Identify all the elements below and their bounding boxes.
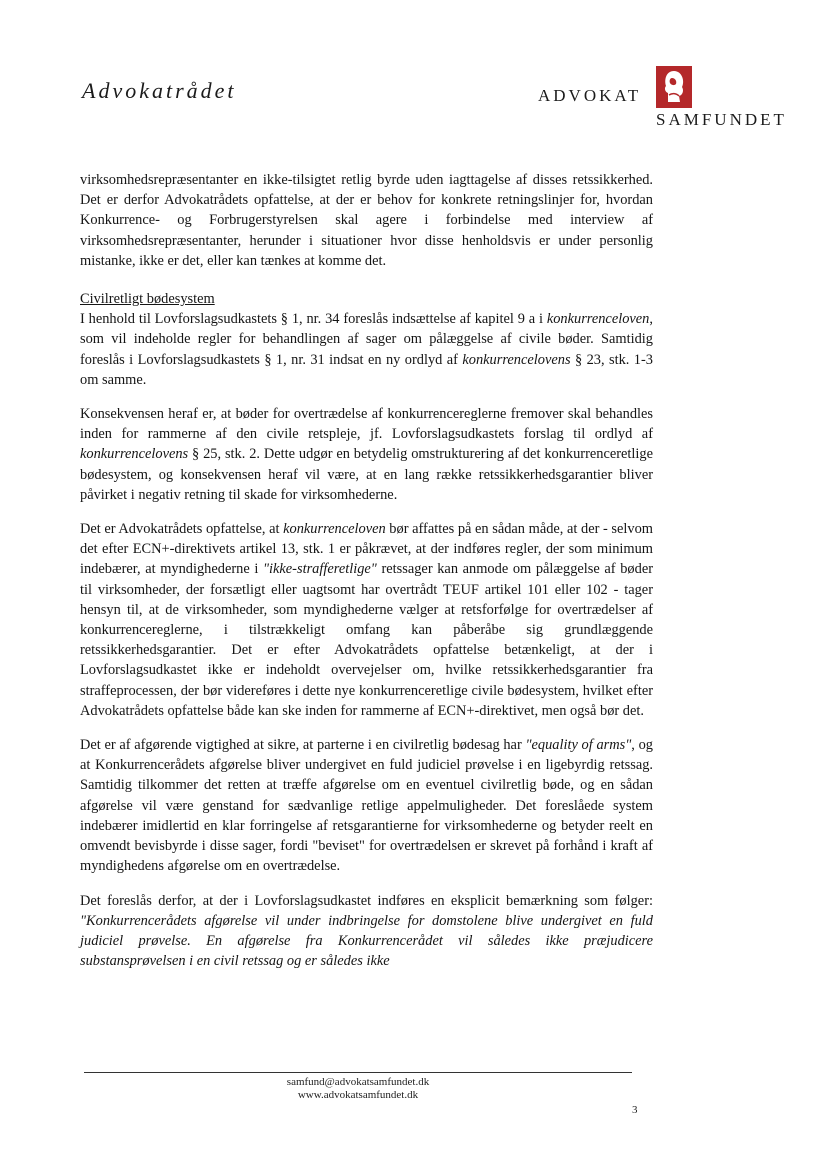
paragraph-consequence: Konsekvensen heraf er, at bøder for overtrædelse af konkurrencereglerne fremover skal behandles inden for rammerne af den civile retspleje, jf. Lovforslagsudkastets forslag til ordlyd af konkurrencelovens § 25, stk. 2. Dette udgør en betydelig omstrukturering af det konkurrenceretlige bødesystem, og konsekvensen heraf vil være, at en lang række retssikkerhedsgarantier bliver påvirket i negativ retning til skade for virksomhederne.	[80, 406, 653, 503]
paragraph-civil-fines: Civilretligt bødesystem I henhold til Lovforslagsudkastets § 1, nr. 34 foreslås indsættelse af kapitel 9 a i konkurrenceloven, som vil indeholde regler for behandlingen af sager om pålæggelse af civile bøder. Samtidig foreslås i Lovforslagsudkastets § 1, nr. 31 indsat en ny ordlyd af konkurrencelovens § 23, stk. 1-3 om samme.	[80, 291, 653, 388]
paragraph-proposal: Det foreslås derfor, at der i Lovforslagsudkastet indføres en eksplicit bemærkning som følger: "Konkurrencerådets afgørelse vil under indbringelse for domstolene blive undergivet en fuld judiciel prøvelse. En afgørelse fra Konkurrencerådet vil således ikke præjudicere substansprøvelsen i en civil retssag og er således ikke	[80, 892, 653, 970]
figure-emblem-icon	[656, 66, 692, 108]
logo-word-advokat: ADVOKAT	[538, 86, 642, 105]
page-number: 3	[632, 1104, 638, 1116]
section-heading: Civilretligt bødesystem	[80, 291, 215, 308]
footer-email: samfund@advokatsamfundet.dk	[286, 1076, 430, 1088]
footer-divider	[84, 1072, 632, 1073]
footer	[84, 1076, 632, 1102]
header-title: Advokatrådet	[82, 78, 237, 103]
logo-word-samfundet: SAMFUNDET	[656, 110, 787, 129]
paragraph-intro: virksomhedsrepræsentanter en ikke-tilsigtet retlig byrde uden iagttagelse af disses retssikkerhed. Det er derfor Advokatrådets opfattelse, at der er behov for konkrete retningslinjer for, hvordan Konkurrence- og Forbrugerstyrelsen skal agere i forbindelse med interview af virksomhedsrepræsentanter, herunder i situationer hvor disse henholdsvis er under personlig mistanke, ikke er det, eller kan tænkes at komme det.	[80, 172, 653, 269]
paragraph-equality-of-arms: Det er af afgørende vigtighed at sikre, at parterne i en civilretlig bødesag har "equality of arms", og at Konkurrencerådets afgørelse bliver undergivet en fuld judiciel prøvelse i en ligebyrdig retssag. Samtidig tilkommer det retten at træffe afgørelse om en eventuel civilretlig bøde, og en sådan afgørelse vil være genstand for sædvanlige retlige appelmuligheder. Det foreslåede system indebærer imidlertid en klar forringelse af retsgarantierne for virksomhederne og betyder reelt en omvendt bevisbyrde i disse sager, fordi "beviset" for overtrædelsen er skrevet på forhånd i kraft af myndighedens afgørelse om en overtrædelse.	[80, 737, 653, 875]
advokatsamfundet-logo	[538, 66, 808, 136]
footer-website: www.advokatsamfundet.dk	[297, 1089, 419, 1101]
paragraph-opinion: Det er Advokatrådets opfattelse, at konkurrenceloven bør affattes på en sådan måde, at der - selvom det efter ECN+-direktivets artikel 13, stk. 1 er påkrævet, at der indføres regler, der som minimum indebærer, at myndighederne i "ikke-strafferetlige" retssager kan anmode om pålæggelse af bøder til virksomheder, der forsætligt eller uagtsomt har overtrådt TEUF artikel 101 eller 102 - tager hensyn til, at de virksomheder, som myndighederne vælger at retsforfølge for overtrædelser af konkurrencereglerne, i tilstrækkeligt omfang kan påberåbe sig grundlæggende retssikkerhedsgarantier. Det er efter Advokatrådets opfattelse betænkeligt, at der i Lovforslagsudkastet ikke er indeholdt overvejelser om, hvilke retssikkerhedsgarantier fra straffeprocessen, der bør videreføres i dette nye konkurrenceretlige civile bødesystem, hvilket efter Advokatrådets opfattelse både kan ske inden for rammerne af ECN+-direktivet, men også bør det.	[80, 521, 653, 719]
letter-body	[80, 170, 653, 985]
